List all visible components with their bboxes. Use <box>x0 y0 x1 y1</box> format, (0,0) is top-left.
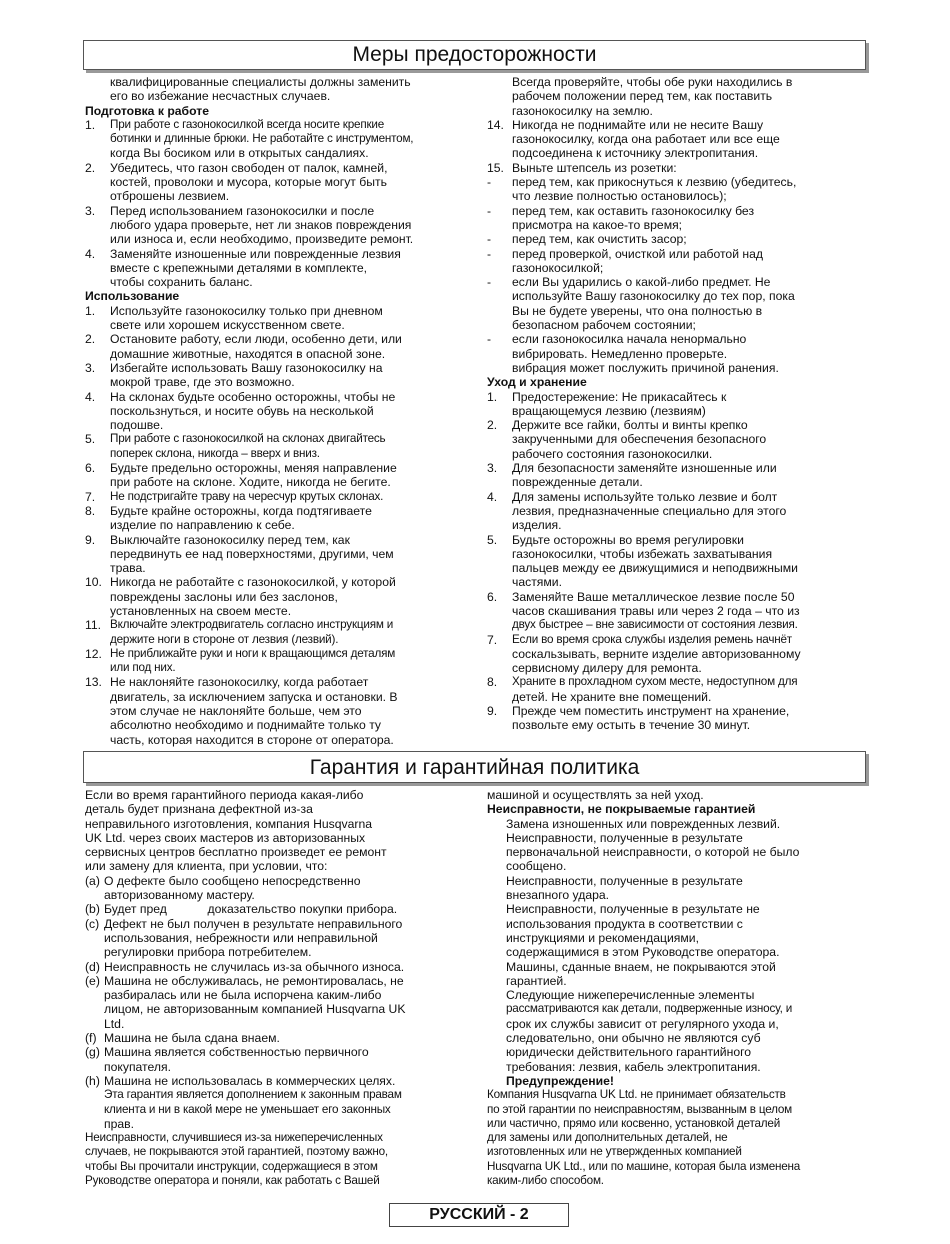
text-line: Избегайте использовать Вашу газонокосилку на <box>110 360 383 375</box>
text-line: отброшены лезвием. <box>110 189 230 204</box>
text-line: перед тем, как оставить газонокосилку без <box>512 203 755 218</box>
usage-heading: Использование <box>85 289 180 304</box>
list-item <box>487 118 862 161</box>
text-line: поскользнуться, и носите обувь на нескольк​ой <box>110 403 374 418</box>
text-line: изделие по направлению к себе. <box>110 518 295 533</box>
warranty-outro <box>85 1131 465 1188</box>
item-number: 6. <box>85 461 96 476</box>
text-line: двух быстрее – вне зависимости от состояния лезвия. <box>512 618 798 632</box>
text-line: двигатель, за исключением запуска и остановки. В <box>110 689 398 704</box>
text-line: позвольте ему остыть в течение 30 минут. <box>512 718 751 733</box>
text-line: передвинуть ее над поверхностями, другими, чем <box>110 546 394 561</box>
text-line: или под них. <box>110 661 176 675</box>
care-storage-heading: Уход и хранение <box>487 375 587 390</box>
list-item <box>487 675 862 704</box>
list-item <box>85 618 465 647</box>
text-line: частями. <box>512 575 562 590</box>
text-line: Храните в прохладном сухом месте, недоступном для <box>512 675 798 689</box>
text-line: Машины, сданные внаем, не покрываются этой <box>506 959 776 974</box>
text-line: перед проверкой, очисткой или работой над <box>512 246 764 261</box>
text-line: Не наклоняйте газонокосилку, когда работает <box>110 675 369 690</box>
warning-text <box>487 1088 862 1188</box>
text-line: Руководстве оператора и поняли, как работать с Вашей <box>85 1174 380 1188</box>
text-line: изделия. <box>512 518 562 533</box>
text-line: вибрация может послужить причиной ранения. <box>512 360 779 375</box>
list-item <box>487 175 862 204</box>
list-item <box>85 1045 465 1074</box>
dash-bullet: - <box>487 275 492 290</box>
text-line: Убедитесь, что газон свободен от палок, камней, <box>110 160 388 175</box>
item-number: 8. <box>487 675 498 690</box>
item-number: 1. <box>85 303 96 318</box>
item-number: 3. <box>487 461 498 476</box>
text-line: UK Ltd. через своих мастеров из авторизованных <box>85 830 366 845</box>
text-line: Никогда не работайте с газонокосилкой, у которой <box>110 575 396 590</box>
text-line: газонокосилки, чтобы избежать захватывания <box>512 546 773 561</box>
text-line: Неисправность не случилась из-за обычного износа. <box>104 959 405 974</box>
item-letter: (h) <box>85 1073 100 1088</box>
text-line: ботинки и длинные брюки. Не работайте с инструментом, <box>110 132 414 146</box>
text-line: или частично, прямо или косвенно, установкой деталей <box>487 1116 781 1130</box>
item-number: 1. <box>487 389 498 404</box>
care-storage-list <box>487 390 862 733</box>
text-line: Держите все гайки, болты и винты крепко <box>512 418 748 433</box>
text-line: Предостережение: Не прикасайтесь к <box>512 389 727 404</box>
list-item <box>85 902 465 916</box>
text-line: Будет пред доказательство покупки прибора. <box>104 902 398 917</box>
text-line: На склонах будьте особенно осторожны, чтобы не <box>110 389 396 404</box>
text-line: Выключайте газонокосилку перед тем, как <box>110 532 350 547</box>
item-number: 4. <box>85 246 96 261</box>
list-item <box>85 247 465 290</box>
text-line: часов скашивания травы или через 2 года – что из <box>512 603 800 618</box>
text-line: используйте Вашу газонокосилку до тех пор, пока <box>512 289 795 304</box>
list-item <box>487 232 862 246</box>
dash-bullet: - <box>487 232 492 247</box>
text-line: использования продукта в соответствии с <box>506 916 743 931</box>
text-line: содержащимися в этом Руководстве оператора. <box>506 945 780 960</box>
text-line: Неисправности, полученные в результате <box>506 830 743 845</box>
list-item <box>85 490 465 504</box>
text-line: по этой гарантии по неисправностям, вызванным в целом <box>487 1102 793 1116</box>
item-letter: (f) <box>85 1031 97 1046</box>
text-line: сообщено. <box>506 859 567 874</box>
text-line: первоначальной неисправности, о которой не было <box>506 845 800 860</box>
text-line: абсолютно необходимо и поднимайте только ту <box>110 718 382 733</box>
list-item <box>487 390 862 419</box>
list-item <box>85 118 465 161</box>
text-line: Машина не была сдана внаем. <box>104 1031 280 1046</box>
list-item <box>487 204 862 233</box>
text-line: Машина не обслуживалась, не ремонтировалась, не <box>104 973 404 988</box>
item-number: 9. <box>487 704 498 719</box>
text-line: Перед использованием газонокосилки и после <box>110 203 375 218</box>
item-number: 14. <box>487 117 504 132</box>
warranty-right-column <box>487 788 862 1188</box>
item-number: 5. <box>85 432 96 447</box>
not-covered-heading: Неисправности, не покрываемые гарантией <box>487 802 756 817</box>
text-line: перед тем, как очистить засор; <box>512 232 687 247</box>
text-line: Компания Husqvarna UK Ltd. не принимает обязательств <box>487 1088 786 1102</box>
text-line: соскальзывать, верните изделие авторизованному <box>512 646 801 661</box>
list-item <box>85 917 465 960</box>
text-line: Не подстригайте траву на чересчур крутых склонах. <box>110 489 384 503</box>
item-number: 11. <box>85 618 102 633</box>
text-line: использования, небрежности или неправильной <box>104 930 378 945</box>
text-line: лицом, не авторизованным компанией Husqvarna UK <box>104 1002 406 1017</box>
text-line: Никогда не поднимайте или не несите Вашу <box>512 117 764 132</box>
text-line: держите ноги в стороне от лезвия (лезвий). <box>110 632 339 646</box>
text-line: Заменяйте Ваше металлическое лезвие после 50 <box>512 589 795 604</box>
text-line: установленных на своем месте. <box>110 603 292 618</box>
safety-section-title: Меры предосторожности <box>83 40 866 70</box>
text-line: свете или хорошем искусственном свете. <box>110 318 345 333</box>
item-number: 6. <box>487 589 498 604</box>
text-line: если Вы ударились о какой-либо предмет. Не <box>512 275 771 290</box>
list-item <box>85 461 465 490</box>
text-line: поврежденные детали. <box>512 475 643 490</box>
item-number: 10. <box>85 575 102 590</box>
text-line: Неисправности, полученные в результате не <box>506 902 760 917</box>
list-item <box>487 247 862 276</box>
text-line: Для замены используйте только лезвие и болт <box>512 489 778 504</box>
list-item <box>487 490 862 533</box>
text-line: поперек склона, никогда – вверх и вниз. <box>110 446 320 460</box>
text-line: Замена изношенных или поврежденных лезвий. <box>506 816 781 831</box>
warranty-conditions-list <box>85 874 465 1131</box>
text-line: При работе с газонокосилкой всегда носите крепкие <box>110 117 384 131</box>
text-line: гарантией. <box>506 973 567 988</box>
text-line: Ltd. <box>104 1016 125 1031</box>
text-line: требования: лезвия, кабель электропитания. <box>506 1059 761 1074</box>
item-letter: (e) <box>85 973 100 988</box>
list-item <box>487 533 862 590</box>
list-item <box>487 461 862 490</box>
text-line: изготовленных или не утвержденных компанией <box>487 1145 742 1159</box>
item-letter: (a) <box>85 873 100 888</box>
text-line: О дефекте было сообщено непосредственно <box>104 873 361 888</box>
text-line: Не приближайте руки и ноги к вращающимся деталям <box>110 646 396 660</box>
preparation-list <box>85 118 465 290</box>
warranty-intro <box>85 788 465 874</box>
text-line: рабочем положении перед тем, как поставить <box>512 89 773 104</box>
text-line: инструкциями и рекомендациями, <box>506 930 699 945</box>
text-line: или износа и, если необходимо, произведите ремонт. <box>110 232 414 247</box>
list-item <box>487 161 862 175</box>
item-number: 15. <box>487 160 504 175</box>
text-line: Если во время срока службы изделия ремень начнёт <box>512 632 792 646</box>
text-line: покупателя. <box>104 1059 171 1074</box>
list-item <box>85 504 465 533</box>
list-item <box>85 874 465 903</box>
text-line: газонокосилкой; <box>512 260 604 275</box>
list-item <box>85 304 465 333</box>
text-line: перед тем, как прикоснуться к лезвию (убедитесь, <box>512 175 797 190</box>
text-line: часть, которая находится в стороне от оператора. <box>110 732 394 747</box>
list-item <box>85 361 465 390</box>
text-line: Включайте электродвигатель согласно инструкциям и <box>110 618 394 632</box>
item-number: 2. <box>487 418 498 433</box>
list-item <box>487 704 862 733</box>
text-line: закрученными для обеспечения безопасного <box>512 432 767 447</box>
text-line: клиента и ни в какой мере не уменьшает его законных <box>104 1102 391 1116</box>
dash-bullet: - <box>487 175 492 190</box>
list-item <box>85 533 465 576</box>
text-line: чтобы сохранить баланс. <box>110 275 253 290</box>
list-item <box>487 590 862 633</box>
text-line: повреждены заслоны или без заслонов, <box>110 589 338 604</box>
preparation-heading: Подготовка к работе <box>85 103 209 118</box>
item-number: 1. <box>85 117 96 132</box>
item-number: 2. <box>85 160 96 175</box>
list-item <box>85 161 465 204</box>
text-line: авторизованному мастеру. <box>104 888 255 903</box>
text-line: Будьте крайне осторожны, когда подтягиваете <box>110 503 372 518</box>
text-line: его во избежание несчастных случаев. <box>110 89 331 104</box>
text-line: Неисправности, полученные в результате <box>506 873 743 888</box>
text-line: При работе с газонокосилкой на склонах двигайтесь <box>110 432 386 446</box>
list-item <box>85 432 465 461</box>
list-item <box>487 633 862 676</box>
text-line: Будьте предельно осторожны, меняя направление <box>110 461 397 476</box>
list-item <box>85 974 465 1031</box>
text-line: Вы не будете уверены, что она полностью в <box>512 303 763 318</box>
item-number: 2. <box>85 332 96 347</box>
list-item <box>85 390 465 433</box>
text-line: Машина является собственностью первичного <box>104 1045 369 1060</box>
text-line: или замену для клиента, при условии, что: <box>85 859 328 874</box>
text-line: Прежде чем поместить инструмент на хранение, <box>512 704 790 719</box>
text-line: газонокосилку на землю. <box>512 103 653 118</box>
text-line: сервисных центров бесплатно произведет ее ремонт <box>85 845 387 860</box>
list-item <box>85 332 465 361</box>
text-line: вибрировать. Немедленно проверьте. <box>512 346 728 361</box>
list-item <box>85 675 465 746</box>
item-number: 3. <box>85 203 96 218</box>
item-number: 5. <box>487 532 498 547</box>
text-line: Для безопасности заменяйте изношенные или <box>512 461 777 476</box>
item-number: 12. <box>85 646 102 661</box>
item-letter: (b) <box>85 902 100 917</box>
item-number: 13. <box>85 675 102 690</box>
list-item <box>85 204 465 247</box>
safety-right-column <box>487 75 862 733</box>
item-letter: (c) <box>85 916 100 931</box>
page-footer-label: РУССКИЙ - 2 <box>389 1203 569 1227</box>
text-line: подсоединена к источнику электропитания. <box>512 146 759 161</box>
text-line: трава. <box>110 561 146 576</box>
text-line: вместе с крепежными деталями в комплекте, <box>110 260 368 275</box>
text-line: деталь будет признана дефектной из-за <box>85 802 313 817</box>
dash-bullet: - <box>487 332 492 347</box>
list-item <box>487 332 862 375</box>
text-line: рабочего состояния газонокосилки. <box>512 446 713 461</box>
text-line: Всегда проверяйте, чтобы обе руки находились в <box>512 75 793 89</box>
text-line: подошве. <box>110 418 164 433</box>
safety-left-column <box>85 75 465 747</box>
text-line: лезвия, предназначенные специально для этого <box>512 503 787 518</box>
text-line: Следующие нижеперечисленные элементы <box>506 988 755 1003</box>
safety-right-intro <box>487 75 862 118</box>
item-number: 9. <box>85 532 96 547</box>
text-line: Используйте газонокосилку только при дневном <box>110 303 383 318</box>
text-line: Выньте штепсель из розетки: <box>512 160 677 175</box>
text-line: срок их службы зависит от регулярного ухода и, <box>506 1016 779 1031</box>
text-line: чтобы Вы прочитали инструкции, содержащиеся в этом <box>85 1159 378 1173</box>
text-line: присмотра на какое-то время; <box>512 217 683 232</box>
warranty-section-title: Гарантия и гарантийная политика <box>83 751 866 783</box>
text-line: детей. Не храните вне помещений. <box>512 689 712 704</box>
text-line: безопасном рабочем состоянии; <box>512 318 696 333</box>
text-line: Husqvarna UK Ltd., или по машине, которая была изменена <box>487 1159 801 1173</box>
text-line: костей, проволоки и мусора, которые могут быть <box>110 175 387 190</box>
text-line: юридически действительного гарантийного <box>506 1045 752 1060</box>
text-line: вращающемуся лезвию (лезвиям) <box>512 403 706 418</box>
text-line: что лезвие полностью остановилось); <box>512 189 727 204</box>
text-line: этом случае не наклоняйте больше, чем это <box>110 704 362 719</box>
text-line: Машина не использовалась в коммерческих целях. <box>104 1073 396 1088</box>
text-line: разбиралась или не была испорчена каким-либо <box>104 988 382 1003</box>
safety-intro <box>85 75 465 104</box>
list-item <box>85 575 465 618</box>
list-item <box>85 1074 465 1131</box>
warranty-left-column <box>85 788 465 1188</box>
text-line: регулировки прибора потребителем. <box>104 945 312 960</box>
dash-bullet: - <box>487 246 492 261</box>
text-line: Неисправности, случившиеся из-за нижеперечисленных <box>85 1131 383 1145</box>
warning-heading: Предупреждение! <box>506 1073 614 1088</box>
text-line: Эта гарантия является дополнением к законным правам <box>104 1088 402 1102</box>
text-line: прав. <box>104 1116 135 1131</box>
text-line: случаев, не покрываются этой гарантией, поэтому важно, <box>85 1145 388 1159</box>
text-line: следовательно, они обычно не являются суб <box>506 1031 761 1046</box>
list-item <box>85 960 465 974</box>
list-item <box>85 1031 465 1045</box>
text-line: при работе на склоне. Ходите, никогда не бегите. <box>110 475 391 490</box>
item-number: 7. <box>85 489 96 504</box>
text-line: квалифицированные специалисты должны заменить <box>110 75 411 89</box>
item-number: 3. <box>85 360 96 375</box>
item-number: 4. <box>487 489 498 504</box>
text-line: когда Вы босиком или в открытых сандалиях. <box>110 146 369 161</box>
list-item <box>487 418 862 461</box>
unplug-dash-list <box>487 175 862 375</box>
item-letter: (d) <box>85 959 100 974</box>
not-covered-list <box>487 817 862 1074</box>
text-line: газонокосилку, когда она работает или все еще <box>512 132 780 147</box>
text-line: мокрой траве, где это возможно. <box>110 375 295 390</box>
item-number: 4. <box>85 389 96 404</box>
text-line: каким-либо способом. <box>487 1174 604 1188</box>
text-line: любого удара проверьте, нет ли знаков повреждения <box>110 217 412 232</box>
item-letter: (g) <box>85 1045 100 1060</box>
item-number: 7. <box>487 632 498 647</box>
text-line: неправильного изготовления, компания Husqvarna <box>85 816 373 831</box>
text-line: Если во время гарантийного периода какая-либо <box>85 788 364 802</box>
text-line: Остановите работу, если люди, особенно дети, или <box>110 332 402 347</box>
dash-bullet: - <box>487 203 492 218</box>
item-number: 8. <box>85 503 96 518</box>
text-line: если газонокосилка начала ненормально <box>512 332 747 347</box>
text-line: пальцев между ее движущимися и неподвижными <box>512 561 798 576</box>
list-item <box>85 647 465 676</box>
text-line: Дефект не был получен в результате неправильного <box>104 916 403 931</box>
text-line: для замены или дополнительных деталей, не <box>487 1131 728 1145</box>
text-line: Заменяйте изношенные или поврежденные лезвия <box>110 246 401 261</box>
list-item <box>487 275 862 332</box>
usage-list <box>85 304 465 747</box>
text-line: рассматриваются как детали, подверженные износу, и <box>506 1002 793 1016</box>
text-line: машиной и осуществлять за ней уход. <box>487 788 704 802</box>
text-line: домашние животные, находятся в опасной зоне. <box>110 346 386 361</box>
text-line: Будьте осторожны во время регулировки <box>512 532 744 547</box>
text-line: внезапного удара. <box>506 888 610 903</box>
text-line: сервисному дилеру для ремонта. <box>512 661 702 676</box>
